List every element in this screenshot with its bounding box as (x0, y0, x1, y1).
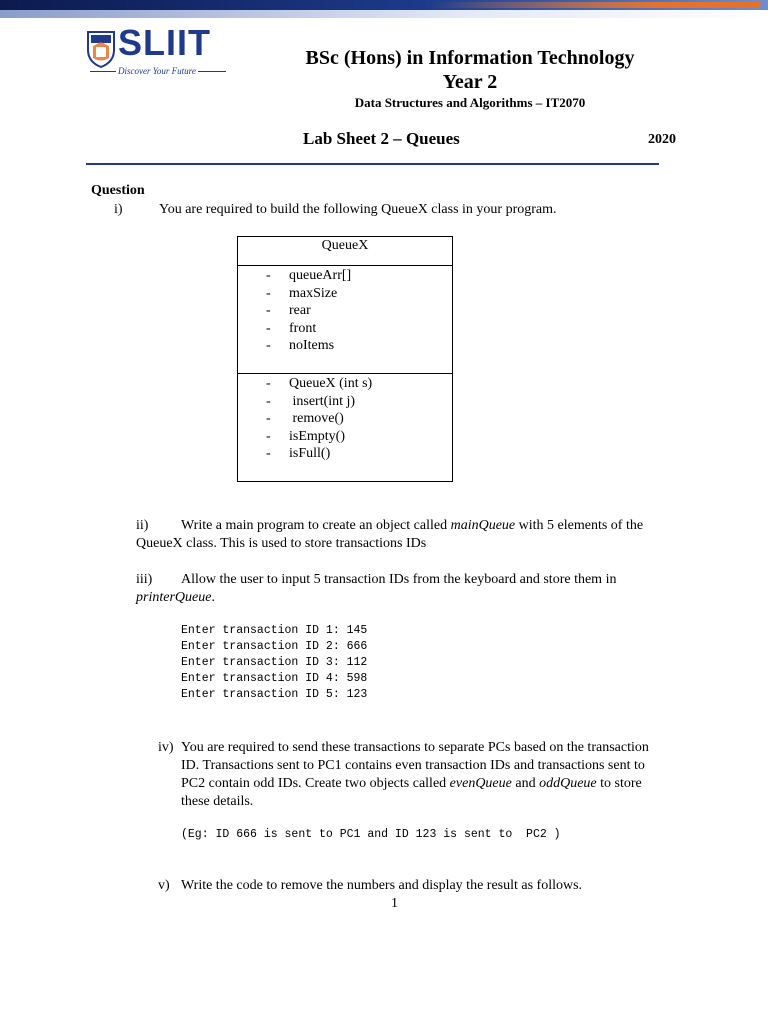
uml-attribute: - maxSize (266, 285, 338, 301)
item-iv-line1: You are required to send these transactions to separate PCs based on the transaction (181, 740, 649, 755)
console-line: Enter transaction ID 3: 112 (181, 656, 368, 669)
item-i-number: i) (114, 202, 123, 217)
module-title: Data Structures and Algorithms – IT2070 (354, 95, 586, 110)
uml-class-name: QueueX (238, 237, 452, 266)
top-banner (0, 0, 768, 18)
lab-sheet-title: Lab Sheet 2 – Queues (303, 129, 460, 148)
uml-attribute: - rear (266, 303, 311, 319)
item-ii-line2: QueueX class. This is used to store transactions IDs (136, 536, 427, 551)
uml-attribute: - front (266, 320, 317, 336)
example-text: (Eg: ID 666 is sent to PC1 and ID 123 is sent to PC2 ) (181, 828, 561, 841)
uml-class-diagram (237, 236, 453, 482)
crest-icon (86, 28, 116, 68)
item-v-text: Write the code to remove the numbers and display the result as follows. (181, 878, 583, 893)
uml-methods (238, 374, 452, 480)
item-iii-line1: Allow the user to input 5 transaction IDs from the keyboard and store them in (181, 572, 617, 587)
degree-title: BSc (Hons) in Information Technology (305, 47, 635, 69)
console-line: Enter transaction ID 4: 598 (181, 672, 368, 685)
item-ii-line1: Write a main program to create an object called mainQueue with 5 elements of the (181, 518, 644, 533)
console-line: Enter transaction ID 5: 123 (181, 688, 368, 701)
uml-method: - QueueX (int s) (266, 376, 373, 391)
header-divider (86, 163, 659, 165)
uml-method: - isFull() (266, 446, 331, 462)
item-iv-line2: ID. Transactions sent to PC1 contains even transaction IDs and transactions sent to (181, 758, 645, 773)
item-iv-line3: PC2 contain odd IDs. Create two objects called evenQueue and oddQueue to store (181, 776, 642, 791)
year-title: Year 2 (442, 71, 498, 93)
question-heading: Question (91, 183, 145, 198)
uml-method: - remove() (266, 411, 344, 427)
console-line: Enter transaction ID 1: 145 (181, 624, 368, 637)
year-label: 2020 (648, 132, 676, 147)
uml-method: - insert(int j) (266, 393, 356, 409)
page-number: 1 (391, 896, 398, 911)
sliit-logo (86, 22, 226, 80)
item-i-text: You are required to build the following QueueX class in your program. (159, 202, 557, 217)
logo-tagline: Discover Your Future (118, 66, 196, 76)
uml-attribute: - queueArr[] (266, 268, 352, 283)
item-iii-number: iii) (136, 572, 153, 587)
item-iv-number: iv) (158, 740, 174, 755)
item-v-number: v) (158, 878, 170, 893)
logo-wordmark: SLIIT (118, 22, 211, 63)
uml-method: - isEmpty() (266, 428, 345, 444)
console-line: Enter transaction ID 2: 666 (181, 640, 368, 653)
item-iii-line2: printerQueue. (136, 590, 215, 605)
uml-attribute: - noItems (266, 338, 335, 354)
item-ii-number: ii) (136, 518, 149, 533)
uml-attributes (238, 266, 452, 374)
console-output (181, 623, 367, 703)
item-iv-line4: these details. (181, 794, 254, 809)
